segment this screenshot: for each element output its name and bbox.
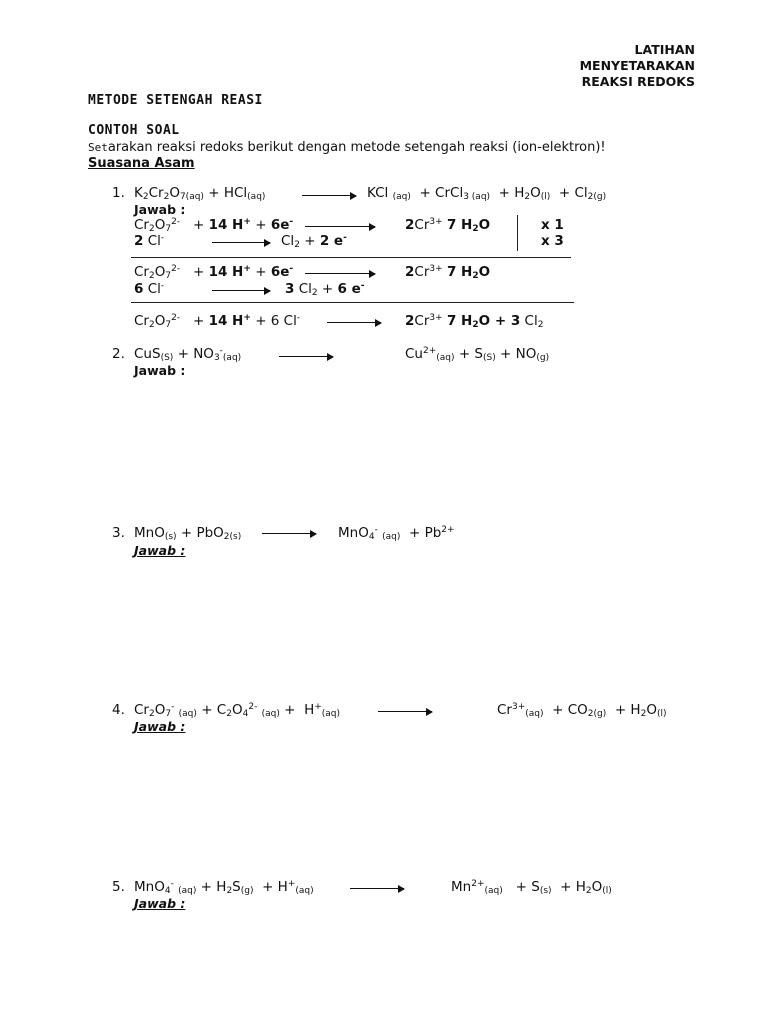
header-latihan: LATIHAN <box>634 42 695 57</box>
problem-5-number: 5. <box>112 879 125 895</box>
instruction-rest: arakan reaksi redoks berikut dengan metode setengah reaksi (ion-elektron)! <box>107 140 606 155</box>
final-reaction-left: $Cr_2O_7^{2-} + 14$ H+ + 6 Cl- <box>134 313 301 330</box>
half-reaction-1-right: $2Cr^{3+}$ 7 $H_2O$ <box>405 217 491 234</box>
problem-5-answer-label: Jawab : <box>134 896 186 911</box>
half-reaction-2-right: $Cl_2 + 2$ e- <box>281 233 347 250</box>
half-reaction-1-left: $Cr_2O_7^{2-} + 14$ H+ + 6e- <box>134 217 294 234</box>
problem-1-reactants: $K_2Cr_2O_{7(aq)} + HCl_{(aq)}$ <box>134 185 266 202</box>
problem-3-arrow <box>262 533 316 534</box>
problem-3-reactants: MnO$_{(s)}$ + PbO$_{2(s)}$ <box>134 525 242 542</box>
problem-4-answer-label: Jawab : <box>134 719 186 734</box>
final-reaction-right: $2Cr^{3+}$ 7 $H_2O + 3$ $Cl_2$ <box>405 313 544 330</box>
problem-2-products: $Cu^{2+}_{(aq)} + S_{(S)} + NO_{(g)}$ <box>405 346 550 363</box>
problem-1-answer-label: Jawab : <box>134 202 186 217</box>
scaled-reaction-2-right: 3 $Cl_2 + 6$ e- <box>285 281 365 298</box>
problem-5-reactants: MnO$_4$- $_{(aq)} + H_2S_{(g)} + H^+_{(aq)}$ <box>134 879 314 896</box>
problem-4-arrow <box>378 711 432 712</box>
section-title: METODE SETENGAH REASI <box>88 93 263 108</box>
scaled-reaction-2-arrow <box>212 290 270 291</box>
half-reaction-2-left: 2 Cl- <box>134 233 165 249</box>
scaled-reaction-1-arrow <box>305 273 375 274</box>
multiplier-divider <box>517 215 518 251</box>
condition-label: Suasana Asam <box>88 156 195 171</box>
problem-2-answer-label: Jawab : <box>134 363 186 378</box>
problem-2-number: 2. <box>112 346 125 362</box>
problem-1-number: 1. <box>112 185 125 201</box>
final-reaction-arrow <box>327 322 381 323</box>
scaled-reaction-1-left: $Cr_2O_7^{2-} + 14$ H+ + 6e- <box>134 264 294 281</box>
header-reaksi-redoks: REAKSI REDOKS <box>581 74 695 89</box>
problem-1-arrow <box>302 195 356 196</box>
problem-5-products: $Mn^{2+}_{(aq)} + S_{(s)} + H_2O_{(l)}$ <box>451 879 612 896</box>
problem-2-arrow <box>279 356 333 357</box>
problem-3-number: 3. <box>112 525 125 541</box>
divider-line-2 <box>131 302 574 303</box>
problem-3-answer-label: Jawab : <box>134 543 186 558</box>
problem-2-reactants: $CuS_{(S)} + NO_3^-_{(aq)}$ <box>134 346 242 363</box>
half-reaction-1-arrow <box>305 226 375 227</box>
header-menyetarakan: MENYETARAKAN <box>579 58 695 73</box>
example-heading: CONTOH SOAL <box>88 123 180 138</box>
divider-line-1 <box>131 257 571 258</box>
problem-5-arrow <box>350 888 404 889</box>
problem-1-products: KCl $_{(aq)}$ + CrCl$_{3 (aq)}$ + $H_2O_{(l)} + Cl_{2(g)}$ <box>367 185 607 202</box>
problem-4-products: $Cr^{3+}_{(aq)} + CO_{2(g)} + H_2O_{(l)}$ <box>497 702 667 719</box>
problem-3-products: MnO$_4$- $_{(aq)} + Pb^{2+}$ <box>338 525 455 542</box>
multiplier-1: x 1 <box>541 217 564 233</box>
problem-4-reactants: $Cr_2O_7^-$ $_{(aq)} + C_2O_4^{2-}$ $_{(aq)} + H^+_{(aq)}$ <box>134 702 341 719</box>
problem-4-number: 4. <box>112 702 125 718</box>
scaled-reaction-2-left: 6 Cl- <box>134 281 165 297</box>
scaled-reaction-1-right: $2Cr^{3+}$ 7 $H_2O$ <box>405 264 491 281</box>
instruction-prefix: Set <box>88 141 108 154</box>
half-reaction-2-arrow <box>212 242 270 243</box>
instruction-text <box>88 141 606 154</box>
multiplier-2: x 3 <box>541 233 564 249</box>
